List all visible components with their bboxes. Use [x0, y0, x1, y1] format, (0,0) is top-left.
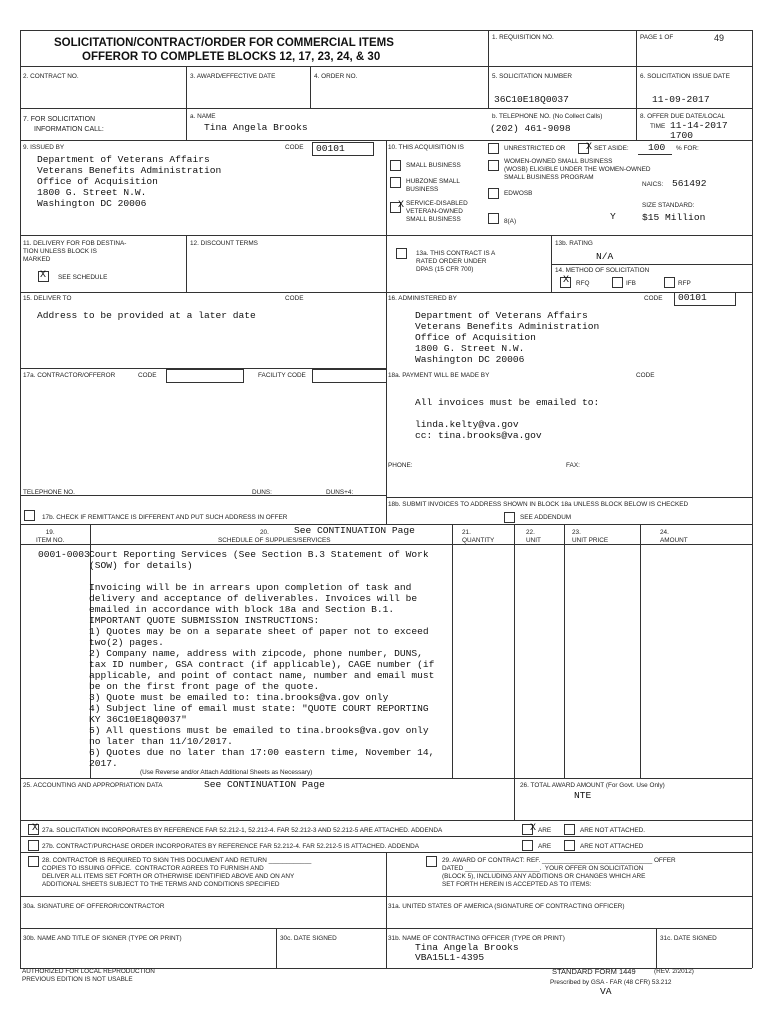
rated-order-label: 13a. THIS CONTRACT IS A RATED ORDER UNDER DPAS (15 CFR 700): [416, 250, 496, 273]
deliver-to-address: Address to be provided at a later date: [37, 310, 256, 321]
row27a-are-mark: X: [530, 823, 537, 834]
unit-price-header: 23. UNIT PRICE: [572, 529, 609, 544]
row27a-label: 27a. SOLICITATION INCORPORATES BY REFERENCE FAR 52.212-1, 52.212-4. FAR 52.212-3 AND 52.212-5 ARE ATTACHED. ADDENDA: [42, 827, 443, 834]
wosb-label: WOMEN-OWNED SMALL BUSINESS (WOSB) ELIGIBLE UNDER THE WOMEN-OWNED SMALL BUSINESS PROGRAM: [504, 158, 651, 181]
page-label: PAGE 1 OF: [640, 34, 674, 41]
contract-no-label: 2. CONTRACT NO.: [23, 73, 79, 80]
offeror-signature-label: 30a. SIGNATURE OF OFFEROR/CONTRACTOR: [23, 903, 165, 910]
rfp-checkbox[interactable]: [664, 277, 675, 288]
y-mark: Y: [610, 211, 616, 222]
row27a-mark: X: [32, 823, 39, 834]
accounting-value: See CONTINUATION Page: [204, 779, 325, 790]
payment-text: All invoices must be emailed to: linda.kelty@va.gov cc: tina.brooks@va.gov: [415, 397, 600, 441]
amount-header: 24. AMOUNT: [660, 529, 688, 544]
officer-name-label: 31b. NAME OF CONTRACTING OFFICER (TYPE OR PRINT): [388, 935, 565, 942]
ifb-label: IFB: [626, 280, 636, 287]
form-subtitle: OFFEROR TO COMPLETE BLOCKS 12, 17, 23, 24, & 30: [82, 51, 381, 63]
see-schedule-label: SEE SCHEDULE: [58, 274, 108, 281]
form-title: SOLICITATION/CONTRACT/ORDER FOR COMMERCIAL ITEMS: [54, 37, 394, 49]
telephone-value: (202) 461-9098: [490, 123, 571, 134]
set-aside-mark: X: [586, 142, 593, 153]
rated-order-checkbox[interactable]: [396, 248, 407, 259]
row27b-are-not-label: ARE NOT ATTACHED: [580, 843, 644, 850]
administered-by-label: 16. ADMINISTERED BY: [388, 295, 457, 302]
hubzone-label: HUBZONE SMALL BUSINESS: [406, 178, 460, 193]
percent-for-label: % FOR:: [676, 145, 699, 152]
rating-value: N/A: [596, 251, 614, 262]
officer-id: VBA15L1-4395: [415, 952, 485, 963]
ifb-checkbox[interactable]: [612, 277, 623, 288]
rfq-label: RFQ: [576, 280, 590, 287]
row27a-are-not-label: ARE NOT ATTACHED.: [580, 827, 645, 834]
edwosb-label: EDWOSB: [504, 190, 533, 197]
see-schedule-mark: X: [40, 270, 47, 281]
small-business-label: SMALL BUSINESS: [406, 162, 461, 169]
method-label: 14. METHOD OF SOLICITATION: [555, 267, 650, 274]
row27b-label: 27b. CONTRACT/PURCHASE ORDER INCORPORATES BY REFERENCE FAR 52.212-4. FAR 52.212-5 IS ATTACHED. ADDENDA: [42, 843, 420, 850]
form-revision: (REV. 2/2012): [654, 968, 694, 975]
item-number: 0001-0003: [38, 549, 90, 560]
footer-left: AUTHORIZED FOR LOCAL REPRODUCTION PREVIOUS EDITION IS NOT USABLE: [22, 968, 155, 983]
size-standard-value: $15 Million: [642, 212, 706, 223]
item-no-header: 19. ITEM NO.: [36, 529, 65, 544]
size-standard-label: SIZE STANDARD:: [642, 202, 695, 209]
deliver-to-code-label: CODE: [285, 295, 304, 302]
facility-code-box[interactable]: [312, 369, 387, 383]
submit-invoices-label: 18b. SUBMIT INVOICES TO ADDRESS SHOWN IN BLOCK 18a UNLESS BLOCK BELOW IS CHECKED: [388, 501, 689, 508]
va-mark: VA: [600, 986, 612, 997]
row27b-are-checkbox[interactable]: [522, 840, 533, 851]
unrestricted-label: UNRESTRICTED OR: [504, 145, 566, 152]
deliver-to-label: 15. DELIVER TO: [23, 295, 72, 302]
offer-due-date: 11-14-2017: [670, 120, 728, 131]
contractor-telephone-label: TELEPHONE NO.: [23, 489, 75, 496]
officer-date-label: 31c. DATE SIGNED: [660, 935, 717, 942]
prescribed-by: Prescribed by GSA - FAR (48 CFR) 53.212: [550, 979, 672, 986]
item-description: Court Reporting Services (See Section B.3 Statement of Work (SOW) for details) Invoicing will be in arrears upon completion of task and delivery and acceptance of deliverables. Invoices will be emailed in accordance with block 18a and Section B.1. IMPORTANT QUOTE SUBMISSION INSTRUCTIONS: 1) Quotes may be on a separate sheet of paper not to exceed two(2) pages. 2) Company name, address with zipcode, phone number, DUNS, tax ID number, GSA contract (if applicable), CAGE number (if applicable, and point of contact name, number and email must be on the first front page of the quote. 3) Quote must be emailed to: tina.brooks@va.gov only 4) Subject line of email must state: "QUOTE COURT REPORTING KY 36C10E18Q0037" 5) All questions must be emailed to tina.brooks@va.gov only no later than 11/10/2017. 6) Quotes due no later than 17:00 eastern time, November 14, 2017.: [89, 549, 435, 769]
edwosb-checkbox[interactable]: [488, 188, 499, 199]
standard-form: STANDARD FORM 1449: [552, 967, 636, 976]
row28-checkbox[interactable]: [28, 856, 39, 867]
unrestricted-checkbox[interactable]: [488, 143, 499, 154]
row28-text: 28. CONTRACTOR IS REQUIRED TO SIGN THIS DOCUMENT AND RETURN ____________ COPIES TO ISSUING OFFICE. CONTRACTOR AGREES TO FURNISH AND DELIVER ALL ITEMS SET FORTH OR OTHERWISE IDENTIFIED ABOVE AND ON ANY ADDITIONAL SHEETS SUBJECT TO THE TERMS AND CONDITIONS SPECIFIED: [42, 857, 312, 888]
total-award-label: 26. TOTAL AWARD AMOUNT (For Govt. Use Only): [520, 782, 665, 789]
discount-terms-label: 12. DISCOUNT TERMS: [190, 240, 258, 247]
remittance-label: 17b. CHECK IF REMITTANCE IS DIFFERENT AND PUT SUCH ADDRESS IN OFFER: [42, 514, 288, 521]
small-business-checkbox[interactable]: [390, 160, 401, 171]
issue-date: 11-09-2017: [652, 94, 710, 105]
time-label: TIME: [650, 123, 666, 130]
remittance-checkbox[interactable]: [24, 510, 35, 521]
contractor-label: 17a. CONTRACTOR/OFFEROR: [23, 372, 116, 379]
row27b-are-not-checkbox[interactable]: [564, 840, 575, 851]
requisition-label: 1. REQUISITION NO.: [492, 34, 554, 41]
telephone-label: b. TELEPHONE NO. (No Collect Calls): [492, 113, 603, 120]
row27b-are-label: ARE: [538, 843, 552, 850]
rating-label: 13b. RATING: [555, 240, 593, 247]
addendum-checkbox[interactable]: [504, 512, 515, 523]
row29-text: 29. AWARD OF CONTRACT: REF. _______________________________ OFFER DATED _____________________. YOUR OFFER ON SOLICITATION (BLOCK 5), INCLUDING ANY ADDITIONS OR CHANGES WHICH ARE SET FORTH HEREIN IS ACCEPTED AS TO ITEMS:: [442, 857, 676, 888]
officer-signature-label: 31a. UNITED STATES OF AMERICA (SIGNATURE OF CONTRACTING OFFICER): [388, 903, 625, 910]
set-aside-label: SET ASIDE:: [594, 145, 629, 152]
rfp-label: RFP: [678, 280, 691, 287]
row27a-are-not-checkbox[interactable]: [564, 824, 575, 835]
quantity-header: 21. QUANTITY: [462, 529, 495, 544]
signer-date-label: 30c. DATE SIGNED: [280, 935, 337, 942]
administered-code: 00101: [678, 292, 707, 303]
fob-label: 11. DELIVERY FOR FOB DESTINA- TION UNLESS BLOCK IS MARKED: [23, 240, 127, 263]
administered-code-label: CODE: [644, 295, 663, 302]
row27b-checkbox[interactable]: [28, 840, 39, 851]
issued-code-label: CODE: [285, 144, 304, 151]
issued-by-label: 9. ISSUED BY: [23, 144, 65, 151]
unit-header: 22. UNIT: [526, 529, 541, 544]
info-call-label: 7. FOR SOLICITATION: [23, 116, 96, 123]
eight-a-label: 8(A): [504, 218, 517, 225]
contractor-code-label: CODE: [138, 372, 157, 379]
issued-by-address: Department of Veterans Affairs Veterans Benefits Administration Office of Acquisition 1800 G. Street N.W. Washington DC 20006: [37, 154, 222, 209]
payment-phone-label: PHONE:: [388, 462, 413, 469]
issued-code: 00101: [316, 143, 345, 154]
rfq-mark: X: [563, 275, 570, 286]
payment-label: 18a. PAYMENT WILL BE MADE BY: [388, 372, 490, 379]
set-aside-percent: 100: [648, 142, 666, 153]
duns4-label: DUNS+4:: [326, 489, 354, 496]
contact-name: Tina Angela Brooks: [204, 122, 308, 133]
facility-code-label: FACILITY CODE: [258, 372, 306, 379]
officer-name: Tina Angela Brooks: [415, 942, 519, 953]
sf1449-form: [20, 30, 752, 968]
award-date-label: 3. AWARD/EFFECTIVE DATE: [190, 73, 276, 80]
row29-checkbox[interactable]: [426, 856, 437, 867]
payment-fax-label: FAX:: [566, 462, 580, 469]
sdvosb-label: SERVICE-DISABLED VETERAN-OWNED SMALL BUSINESS: [406, 200, 468, 223]
page-total: 49: [714, 33, 725, 43]
info-call-label-2: INFORMATION CALL:: [34, 126, 104, 133]
signer-name-label: 30b. NAME AND TITLE OF SIGNER (TYPE OR PRINT): [23, 935, 182, 942]
offer-due-time: 1700: [670, 130, 694, 141]
row27a-are-label: ARE: [538, 827, 552, 834]
administered-by-address: Department of Veterans Affairs Veterans Benefits Administration Office of Acquisition 1800 G. Street N.W. Washington DC 20006: [415, 310, 600, 365]
schedule-col20-value: See CONTINUATION Page: [294, 525, 415, 536]
reverse-note: (Use Reverse and/or Attach Additional Sheets as Necessary): [140, 769, 313, 776]
naics-value: 561492: [672, 178, 707, 189]
issue-date-label: 6. SOLICITATION ISSUE DATE: [640, 73, 730, 80]
accounting-label: 25. ACCOUNTING AND APPROPRIATION DATA: [23, 782, 163, 789]
naics-label: NAICS:: [642, 181, 664, 188]
schedule-col20-label: SCHEDULE OF SUPPLIES/SERVICES: [218, 537, 331, 544]
name-label: a. NAME: [190, 113, 216, 120]
acquisition-label: 10. THIS ACQUISITION IS: [388, 144, 464, 151]
wosb-checkbox[interactable]: [488, 160, 499, 171]
sdvosb-mark: X: [398, 200, 405, 211]
offer-due-label: 8. OFFER DUE DATE/LOCAL: [640, 113, 726, 120]
solicitation-number-label: 5. SOLICITATION NUMBER: [492, 73, 573, 80]
solicitation-number: 36C10E18Q0037: [494, 94, 569, 105]
total-award-value: NTE: [574, 790, 592, 801]
duns-label: DUNS:: [252, 489, 272, 496]
payment-code-label: CODE: [636, 372, 655, 379]
schedule-col20-num: 20.: [260, 529, 269, 536]
hubzone-checkbox[interactable]: [390, 177, 401, 188]
eight-a-checkbox[interactable]: [488, 213, 499, 224]
addendum-label: SEE ADDENDUM: [520, 514, 572, 521]
contractor-code-box[interactable]: [166, 369, 244, 383]
order-no-label: 4. ORDER NO.: [314, 73, 358, 80]
